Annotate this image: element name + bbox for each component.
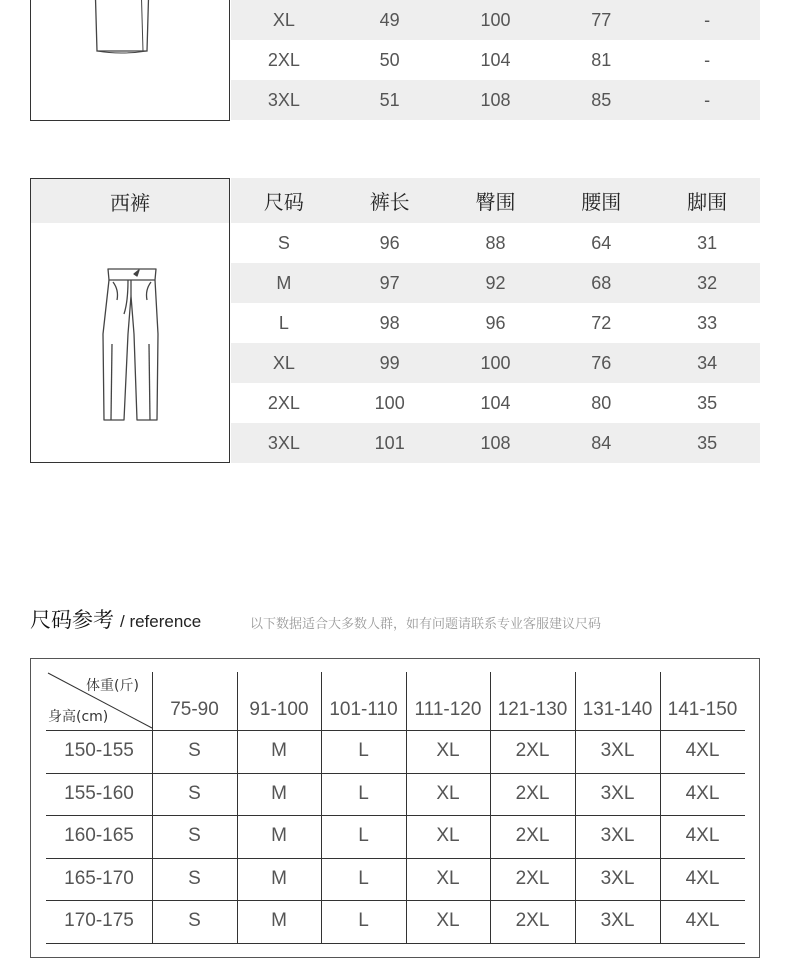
table-cell: 96 — [379, 232, 400, 253]
table-cell: 101 — [374, 432, 405, 453]
size-cell: L — [358, 910, 369, 931]
pants-size-table — [231, 178, 760, 463]
size-cell: 2XL — [515, 867, 550, 889]
table-cell: 31 — [697, 232, 718, 253]
table-cell: 3XL — [267, 89, 300, 110]
table-cell: 35 — [697, 392, 718, 413]
table-header-row — [231, 178, 760, 223]
table-cell: 64 — [591, 232, 612, 253]
table-cell: 2XL — [267, 392, 300, 413]
shirt-size-table — [231, 0, 760, 120]
table-cell: 3XL — [267, 432, 300, 453]
table-cell: 33 — [697, 312, 718, 333]
weight-header-cell: 91-100 — [249, 699, 309, 720]
table-cell: 96 — [485, 312, 506, 333]
corner-height-label: 身高(cm) — [48, 709, 109, 725]
size-cell: XL — [436, 740, 460, 761]
size-cell: 4XL — [685, 740, 720, 761]
table-cell: - — [704, 9, 711, 30]
table-header-cell: 臀围 — [475, 190, 516, 214]
weight-header-cell: 141-150 — [667, 699, 738, 720]
table-cell: L — [278, 312, 289, 333]
weight-header-cell: 101-110 — [329, 699, 398, 720]
grid-line — [46, 815, 745, 816]
grid-line — [46, 943, 745, 944]
height-cell: 155-160 — [64, 782, 134, 804]
table-cell: S — [277, 232, 290, 253]
weight-header-cell: 75-90 — [170, 699, 219, 720]
table-cell: 81 — [591, 49, 612, 70]
table-cell: 2XL — [267, 49, 300, 70]
size-cell: 3XL — [600, 825, 635, 846]
size-cell: L — [358, 740, 369, 761]
table-cell: 108 — [480, 89, 511, 110]
table-cell: 92 — [485, 272, 506, 293]
size-cell: S — [188, 782, 201, 804]
size-cell: L — [358, 782, 369, 804]
reference-title-en: / reference — [120, 612, 202, 631]
table-cell: 68 — [591, 272, 612, 293]
table-cell: 88 — [485, 232, 506, 253]
size-cell: M — [271, 825, 287, 846]
size-cell: 3XL — [600, 910, 635, 931]
table-cell: XL — [272, 352, 295, 373]
table-cell: 77 — [591, 9, 612, 30]
table-cell: M — [276, 272, 292, 293]
table-row — [231, 343, 760, 383]
size-cell: S — [188, 740, 201, 761]
size-cell: M — [271, 782, 287, 804]
table-cell: 97 — [379, 272, 400, 293]
table-cell: XL — [272, 9, 295, 30]
size-cell: XL — [436, 782, 460, 804]
grid-line — [46, 773, 745, 774]
weight-header-cell: 111-120 — [414, 699, 482, 720]
size-cell: XL — [436, 867, 460, 889]
table-cell: 100 — [374, 392, 405, 413]
table-row — [231, 383, 760, 423]
table-cell: 100 — [480, 352, 511, 373]
size-cell: 4XL — [685, 867, 720, 889]
table-cell: 84 — [591, 432, 612, 453]
size-cell: M — [271, 867, 287, 889]
size-cell: 3XL — [600, 867, 635, 889]
table-header-cell: 裤长 — [369, 190, 410, 214]
table-row — [231, 423, 760, 463]
table-cell: 85 — [591, 89, 612, 110]
table-header-cell: 脚围 — [687, 190, 728, 214]
size-cell: 2XL — [515, 825, 550, 846]
size-cell: 2XL — [515, 740, 550, 761]
size-cell: XL — [436, 910, 460, 931]
height-cell: 170-175 — [64, 910, 134, 931]
size-cell: 2XL — [515, 782, 550, 804]
table-header-cell: 尺码 — [263, 190, 304, 214]
table-row — [231, 263, 760, 303]
height-cell: 160-165 — [64, 825, 134, 846]
table-header-cell: 腰围 — [581, 190, 622, 214]
table-cell: 49 — [379, 9, 400, 30]
table-row — [231, 80, 760, 120]
shirt-illustration-icon — [31, 0, 229, 120]
grid-line — [46, 858, 745, 859]
table-cell: 98 — [379, 312, 400, 333]
size-cell: S — [188, 867, 201, 889]
size-cell: 3XL — [600, 740, 635, 761]
reference-title-cn: 尺码参考 — [30, 608, 114, 632]
grid-line — [46, 900, 745, 901]
size-cell: 4XL — [685, 910, 720, 931]
table-cell: 51 — [379, 89, 400, 110]
size-cell: 2XL — [515, 910, 550, 931]
table-cell: 108 — [480, 432, 511, 453]
table-cell: 50 — [379, 49, 400, 70]
table-cell: 34 — [697, 352, 718, 373]
pants-title: 西裤 — [31, 179, 229, 223]
table-cell: 72 — [591, 312, 612, 333]
size-cell: 4XL — [685, 782, 720, 804]
height-cell: 150-155 — [64, 740, 134, 761]
size-cell: L — [358, 825, 369, 846]
table-cell: 100 — [480, 9, 511, 30]
shirt-image-box — [30, 0, 230, 121]
pants-illustration-icon — [31, 224, 229, 462]
size-cell: S — [188, 910, 201, 931]
table-row — [231, 223, 760, 263]
corner-weight-label: 体重(斤) — [86, 678, 139, 694]
size-cell: M — [271, 910, 287, 931]
size-cell: L — [358, 867, 369, 889]
reference-title — [30, 604, 201, 634]
size-cell: M — [271, 740, 287, 761]
size-cell: 3XL — [600, 782, 635, 804]
table-cell: - — [704, 89, 711, 110]
size-cell: 4XL — [685, 825, 720, 846]
table-row — [231, 303, 760, 343]
table-cell: 99 — [379, 352, 400, 373]
table-cell: - — [704, 49, 711, 70]
height-cell: 165-170 — [64, 867, 134, 889]
table-cell: 35 — [697, 432, 718, 453]
table-cell: 32 — [697, 272, 718, 293]
table-cell: 104 — [480, 49, 511, 70]
table-cell: 80 — [591, 392, 612, 413]
table-cell: 104 — [480, 392, 511, 413]
size-cell: S — [188, 825, 201, 846]
reference-note: 以下数据适合大多数人群，如有问题请联系专业客服建议尺码 — [250, 617, 602, 632]
table-cell: 76 — [591, 352, 612, 373]
size-cell: XL — [436, 825, 460, 846]
grid-line — [46, 730, 745, 731]
table-row — [231, 0, 760, 40]
table-row — [231, 40, 760, 80]
weight-header-cell: 121-130 — [497, 699, 568, 720]
weight-header-cell: 131-140 — [582, 699, 653, 720]
